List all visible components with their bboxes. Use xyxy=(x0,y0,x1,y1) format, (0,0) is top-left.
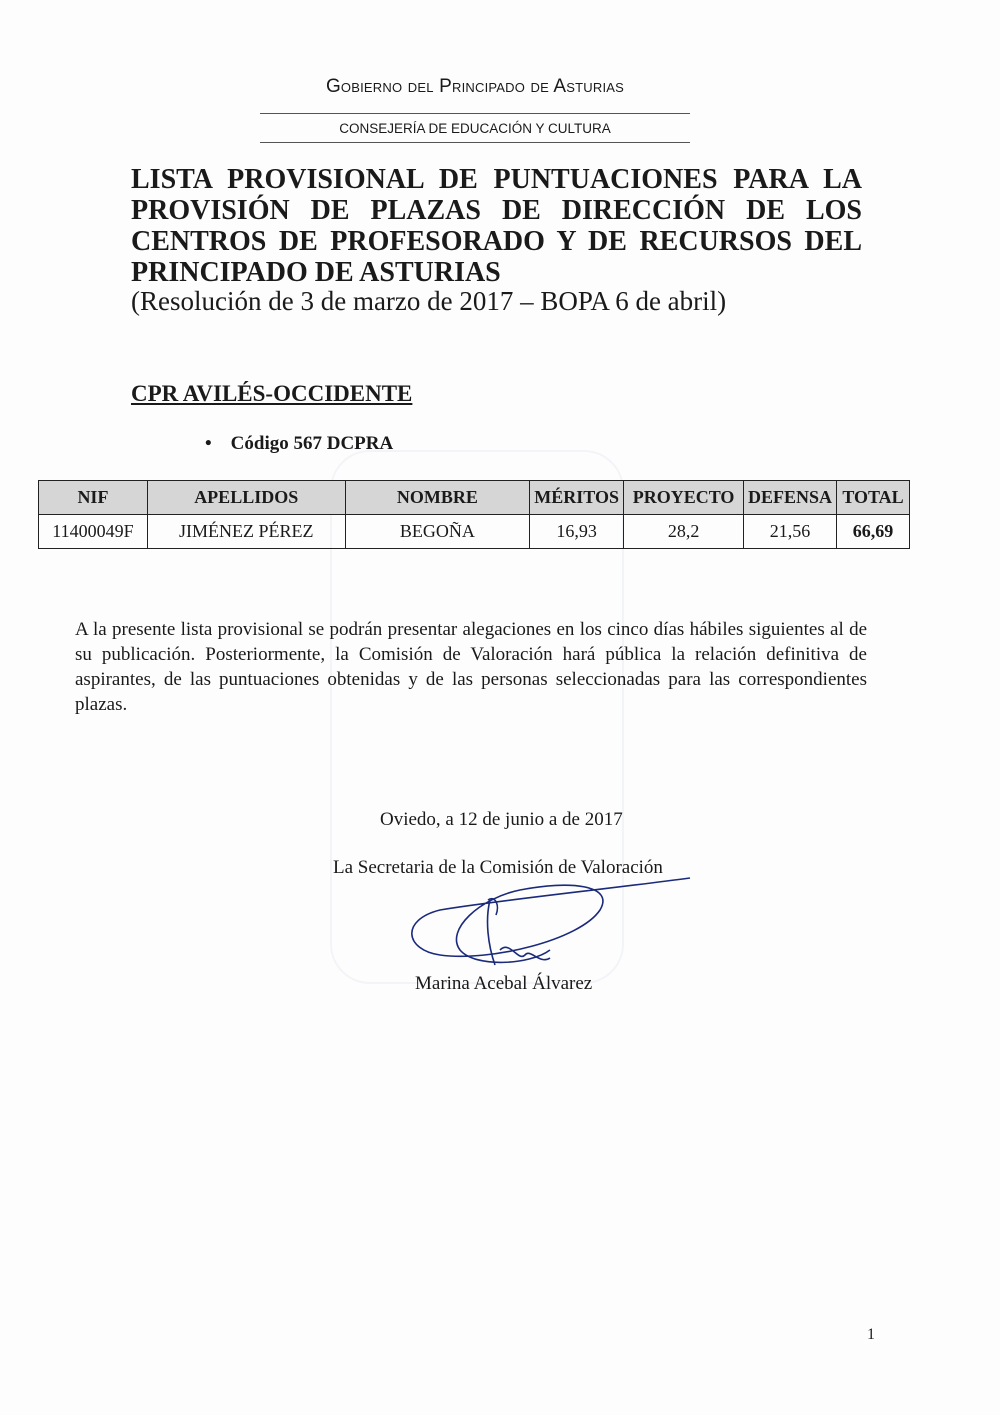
cell-total: 66,69 xyxy=(837,515,910,549)
title-subtitle: (Resolución de 3 de marzo de 2017 – BOPA 6 de abril) xyxy=(131,286,727,316)
scores-table xyxy=(38,480,910,549)
cell-nombre: BEGOÑA xyxy=(345,515,530,549)
header-defensa: DEFENSA xyxy=(744,481,837,515)
table-row xyxy=(39,515,910,549)
handwritten-signature xyxy=(400,870,720,980)
signer-role: La Secretaria de la Comisión de Valoración xyxy=(333,857,663,878)
header-divider xyxy=(260,142,690,143)
cell-apellidos: JIMÉNEZ PÉREZ xyxy=(147,515,345,549)
government-header: Gobierno del Principado de Asturias xyxy=(325,76,625,97)
title-line: PRINCIPADO DE ASTURIAS xyxy=(131,257,501,288)
title-line: PROVISIÓN DE PLAZAS DE DIRECCIÓN DE LOS xyxy=(131,195,862,226)
notice-paragraph: A la presente lista provisional se podrán presentar alegaciones en los cinco días hábiles siguientes al de su publicación. Posteriormente, la Comisión de Valoración hará pública la relación definitiva de aspirantes, de las puntuaciones obtenidas y de las personas seleccionadas para las correspondientes plazas. xyxy=(75,619,867,715)
department-header: CONSEJERÍA DE EDUCACIÓN Y CULTURA xyxy=(339,121,611,136)
header-meritos: MÉRITOS xyxy=(530,481,624,515)
header-apellidos: APELLIDOS xyxy=(147,481,345,515)
signer-name: Marina Acebal Álvarez xyxy=(415,973,593,994)
title-line: LISTA PROVISIONAL DE PUNTUACIONES PARA LA xyxy=(131,164,862,195)
center-code: • Código 567 DCPRA xyxy=(205,433,394,454)
place-date: Oviedo, a 12 de junio a de 2017 xyxy=(380,809,623,830)
center-code-text: Código 567 DCPRA xyxy=(230,433,394,454)
page-number: 1 xyxy=(867,1326,875,1343)
header-nombre: NOMBRE xyxy=(345,481,530,515)
cell-meritos: 16,93 xyxy=(530,515,624,549)
header-divider xyxy=(260,113,690,114)
cell-nif: 11400049F xyxy=(39,515,148,549)
cell-proyecto: 28,2 xyxy=(624,515,744,549)
center-name: CPR AVILÉS-OCCIDENTE xyxy=(131,381,413,406)
cell-defensa: 21,56 xyxy=(744,515,837,549)
table-header-row xyxy=(39,481,910,515)
header-total: TOTAL xyxy=(837,481,910,515)
header-proyecto: PROYECTO xyxy=(624,481,744,515)
header-nif: NIF xyxy=(39,481,148,515)
title-line: CENTROS DE PROFESORADO Y DE RECURSOS DEL xyxy=(131,226,862,257)
